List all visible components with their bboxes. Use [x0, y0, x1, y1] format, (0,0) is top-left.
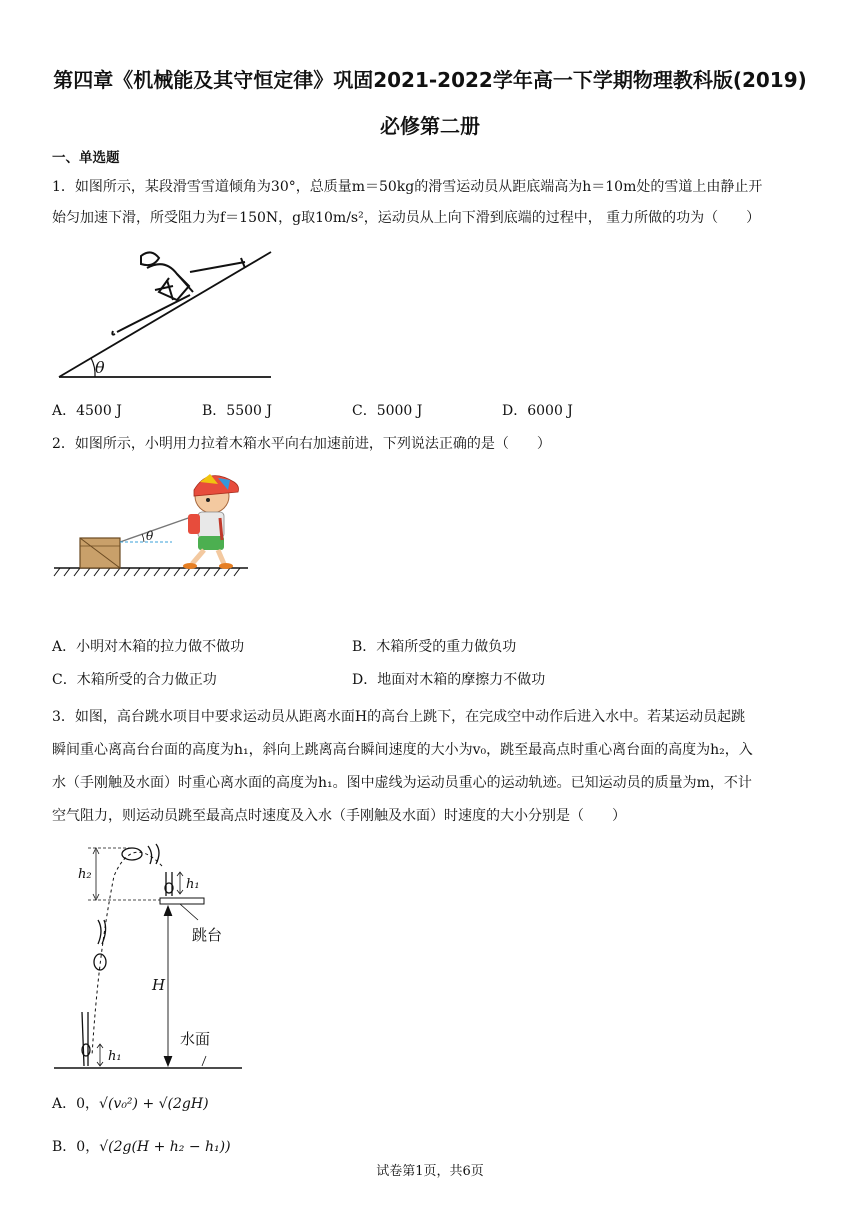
q1-stem-line2: 始匀加速下滑，所受阻力为f＝150N，g取10m/s²，运动员从上向下滑到底端的过程中， 重力所做的功为（ ） [52, 210, 761, 226]
q3-stem-line2: 瞬间重心离高台台面的高度为h₁，斜向上跳离高台瞬间速度的大小为v₀，跳至最高点时重心离台面的高度为h₂，入 [52, 742, 753, 758]
water-surface-label: 水面 [180, 1030, 211, 1048]
diver-top-icon [122, 844, 159, 864]
H-label: H [152, 976, 166, 994]
q2-boy-pulling-box-figure [52, 460, 252, 580]
q1-option-c[interactable]: C．5000 J [352, 403, 423, 419]
q2-option-c[interactable]: C．木箱所受的合力做正功 [52, 672, 217, 688]
q1-ski-slope-figure [55, 240, 280, 385]
q3-high-dive-figure [52, 836, 247, 1074]
q2-option-b[interactable]: B．木箱所受的重力做负功 [352, 639, 517, 655]
diver-platform-icon [165, 872, 173, 896]
q1-option-b[interactable]: B．5500 J [202, 403, 272, 419]
q3-option-b-expr: √(2g(H + h₂ − h₁)) [99, 1139, 231, 1155]
page-title-line2: 必修第二册 [380, 114, 480, 138]
q1-option-d[interactable]: D．6000 J [502, 403, 573, 419]
h1-bottom-label: h₁ [108, 1049, 122, 1064]
platform-label: 跳台 [192, 926, 223, 944]
h1-top-label: h₁ [186, 877, 200, 892]
page-footer: 试卷第1页，共6页 [376, 1164, 484, 1179]
q2-stem: 2．如图所示，小明用力拉着木箱水平向右加速前进，下列说法正确的是（ ） [52, 436, 551, 452]
q3-stem-line4: 空气阻力，则运动员跳至最高点时速度及入水（手刚触及水面）时速度的大小分别是（ ） [52, 808, 626, 824]
q2-theta-label: θ [146, 529, 154, 543]
q3-option-a-prefix: A．0， [52, 1096, 100, 1112]
boy-icon [183, 474, 239, 569]
q2-option-d[interactable]: D．地面对木箱的摩擦力不做功 [352, 672, 546, 688]
q3-option-b-prefix: B．0， [52, 1139, 100, 1155]
h2-label: h₂ [78, 867, 92, 882]
q3-stem-line3: 水（手刚触及水面）时重心离水面的高度为h₁。图中虚线为运动员重心的运动轨迹。已知运动员的质量为m，不计 [52, 775, 752, 791]
q2-option-a[interactable]: A．小明对木箱的拉力做不做功 [52, 639, 245, 655]
q1-theta-label: θ [95, 358, 105, 377]
wooden-box-icon [80, 538, 120, 568]
skier-icon [112, 252, 245, 334]
page-title-line1: 第四章《机械能及其守恒定律》巩固2021-2022学年高一下学期物理教科版(2019) [53, 68, 807, 92]
q3-option-a-expr: √(v₀²) + √(2gH) [99, 1096, 209, 1112]
q3-option-a[interactable] [52, 1093, 209, 1113]
q1-stem-line1: 1．如图所示，某段滑雪雪道倾角为30°，总质量m＝50kg的滑雪运动员从距底端高为h＝10m处的雪道上由静止开 [52, 179, 763, 195]
diver-bottom-icon [82, 1012, 90, 1066]
q3-stem-line1: 3．如图，高台跳水项目中要求运动员从距离水面H的高台上跳下，在完成空中动作后进入水中。若某运动员起跳 [52, 709, 746, 725]
section-heading: 一、单选题 [52, 150, 120, 166]
q1-option-a[interactable]: A．4500 J [52, 403, 122, 419]
q3-option-b[interactable] [52, 1136, 231, 1156]
